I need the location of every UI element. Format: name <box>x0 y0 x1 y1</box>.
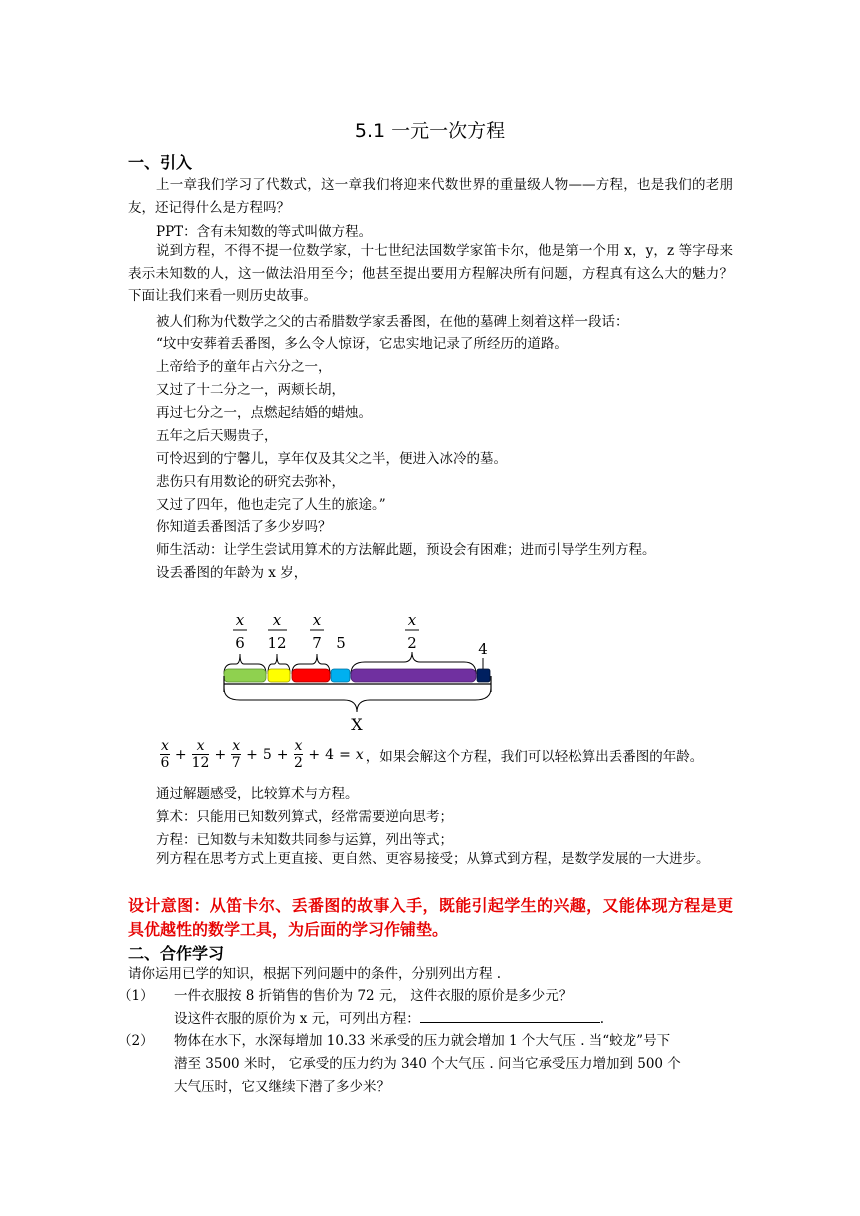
question-2-line: 物体在水下，水深每增加 10.33 米承受的压力就会增加 1 个大气压 . 当“蛟龙”号下 <box>174 1033 671 1049</box>
poem-line: 可怜迟到的宁馨儿，享年仅及其父之半，便进入冰冷的墓。 <box>156 451 507 467</box>
compare-line: 通过解题感受，比较算术与方程。 <box>156 786 359 802</box>
poem-line: 上帝给予的童年占六分之一， <box>156 359 332 375</box>
question-line: 你知道丢番图活了多少岁吗？ <box>156 519 332 535</box>
section-heading-cooperative: 二、合作学习 <box>128 944 225 963</box>
label-var-1: x <box>235 611 245 629</box>
total-label: X <box>351 715 363 734</box>
frac-x-12: $\frac{x}{12}$ <box>191 738 210 771</box>
poem-line: 再过七分之一，点燃起结婚的蜡烛。 <box>156 405 372 421</box>
paragraph-descartes: 说到方程，不得不提一位数学家，十七世纪法国数学家笛卡尔，他是第一个用 x，y，z 等字母来表示未知数的人，这一做法沿用至今；他甚至提出要用方程解决所有问题，方程真有这么大的魅力？下面让我们来看一则历史故事。 <box>128 243 733 304</box>
label-var-2: x <box>272 611 282 629</box>
page-title: 5.1 一元一次方程 <box>354 120 506 142</box>
segment-son <box>351 669 476 682</box>
equation-line: 方程：已知数与未知数共同参与运算，列出等式； <box>156 832 453 848</box>
design-intent: 设计意图：从笛卡尔、丢番图的故事入手，既能引起学生的兴趣，又能体现方程是更具优越性的数学工具，为后面的学习作铺垫。 <box>128 896 733 939</box>
age-segment-diagram <box>0 608 860 738</box>
question-2-number: （2） <box>118 1033 154 1049</box>
label-denom-12: 12 <box>267 634 287 652</box>
answer-blank[interactable] <box>420 1008 600 1023</box>
segment-five-years <box>331 669 350 682</box>
equation-tail-text: ，如果会解这个方程，我们可以轻松算出丢番图的年龄。 <box>365 748 704 765</box>
paragraph-diophantus: 被人们称为代数学之父的古希腊数学家丢番图，在他的墓碑上刻着这样一段话： <box>156 314 629 330</box>
poem-line: 悲伤只有用数论的研究去弥补， <box>156 474 345 490</box>
question-2-line: 大气压时，它又继续下潜了多少米？ <box>174 1079 390 1095</box>
label-denom-2: 2 <box>407 634 417 652</box>
question-1-number: （1） <box>118 988 154 1004</box>
segment-bachelor <box>292 669 330 682</box>
label-five: 5 <box>336 634 346 652</box>
frac-x-6: $\frac{x}{6}$ <box>160 738 170 771</box>
poem-line: 又过了四年，他也走完了人生的旅途。” <box>156 497 386 513</box>
label-denom-7: 7 <box>312 634 322 652</box>
diophantus-equation: $\frac{x}{6}$ + $\frac{x}{12}$ + $\frac{x}{7}$ + 5 + $\frac{x}{2}$ + 4 = x ，如果会解这个方程，我们可以轻松算出丢番图的年龄。 <box>160 738 704 771</box>
question-2-line: 潜至 3500 米时， 它承受的压力约为 340 个大气压 . 问当它承受压力增加到 500 个 <box>174 1056 681 1072</box>
label-var-4: x <box>407 611 417 629</box>
cooperative-intro: 请你运用已学的知识，根据下列问题中的条件，分别列出方程 . <box>128 966 502 982</box>
segment-youth <box>268 669 290 682</box>
section-heading-intro: 一、引入 <box>128 153 193 172</box>
label-denom-6: 6 <box>235 634 245 652</box>
arithmetic-line: 算术：只能用已知数列算式，经常需要逆向思考； <box>156 809 453 825</box>
paragraph-intro: 上一章我们学习了代数式，这一章我们将迎来代数世界的重量级人物——方程，也是我们的老朋友，还记得什么是方程吗？ <box>128 177 733 216</box>
activity-line: 师生活动：让学生尝试用算术的方法解此题，预设会有困难；进而引导学生列方程。 <box>156 542 656 558</box>
segment-four-years <box>477 669 490 682</box>
segment-childhood <box>224 669 266 682</box>
poem-line: 又过了十二分之一，两颊长胡， <box>156 382 345 398</box>
frac-x-2: $\frac{x}{2}$ <box>293 738 303 771</box>
label-four: 4 <box>478 640 488 658</box>
paragraph-progress: 列方程在思考方式上更直接、更自然、更容易接受；从算式到方程，是数学发展的一大进步。 <box>156 851 710 867</box>
poem-line: “坟中安葬着丢番图，多么令人惊讶，它忠实地记录了所经历的道路。 <box>156 336 568 352</box>
frac-x-7: $\frac{x}{7}$ <box>231 738 241 771</box>
question-1-setup: 设这件衣服的原价为 x 元，可列出方程： . <box>174 1008 604 1030</box>
question-1-text: 一件衣服按 8 折销售的售价为 72 元， 这件衣服的原价是多少元？ <box>174 988 573 1004</box>
setup-line: 设丢番图的年龄为 x 岁， <box>156 565 308 581</box>
ppt-definition: PPT：含有未知数的等式叫做方程。 <box>156 224 373 240</box>
label-var-3: x <box>312 611 322 629</box>
poem-line: 五年之后天赐贵子， <box>156 428 278 444</box>
